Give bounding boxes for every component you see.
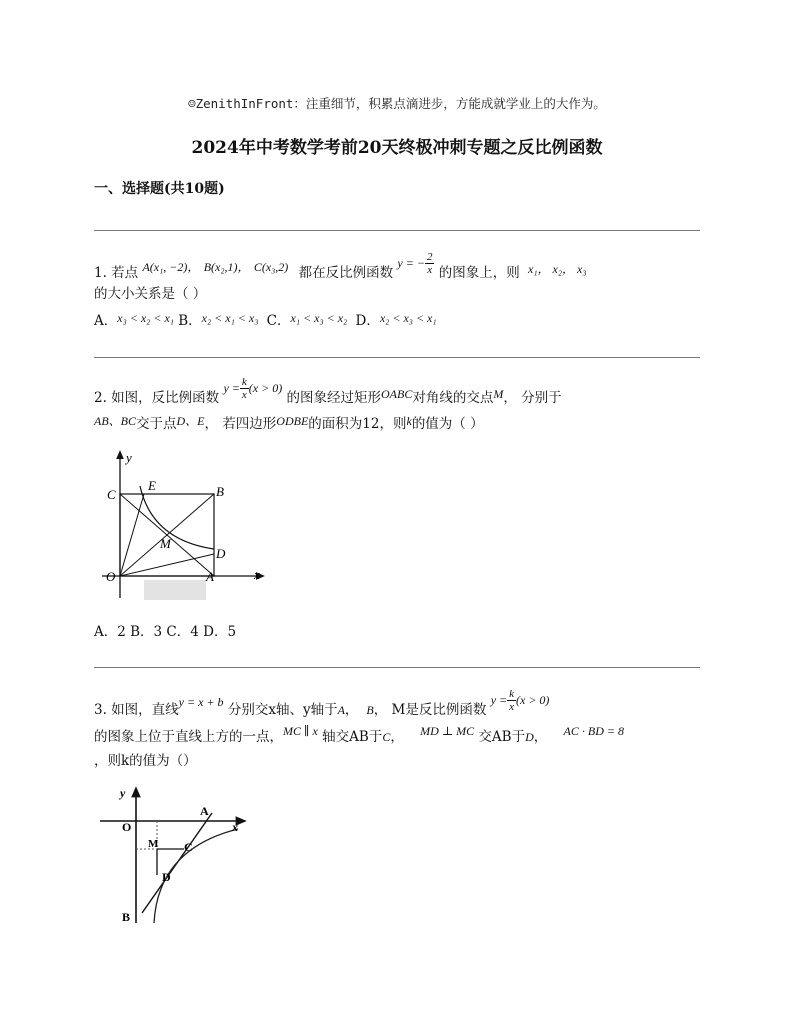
function-formula [397, 251, 434, 276]
question-2-options: A．2 B．3 C．4 D．5 [94, 624, 237, 640]
points-de: D、E [176, 414, 205, 428]
divider [94, 357, 700, 358]
formula-denominator: x [509, 701, 515, 713]
label-y: y [120, 786, 126, 800]
formula-lhs: y = [490, 693, 508, 707]
label-c: C [184, 840, 193, 854]
stem-text: 分别交x轴、y轴于 [227, 702, 338, 718]
stem-text: 的值为（ ） [411, 416, 484, 432]
point-a: A(x₁, −2)， [142, 260, 200, 274]
option-c: x₁ < x₃ < x₂ [290, 311, 348, 325]
stem-text: 的图象上，则 [438, 265, 520, 281]
stem-text: ， 分别于 [503, 390, 562, 406]
question-3-line3: ，则k的值为（） [94, 753, 197, 769]
question-number: 2. 如图，反比例函数 [94, 390, 220, 406]
question-2-line2 [94, 412, 484, 432]
label-e: E [148, 478, 156, 493]
stem-text: ， 若四边形 [204, 416, 277, 432]
segment-od [120, 554, 214, 576]
function-formula [223, 376, 282, 401]
rect-name: OABC [381, 387, 413, 401]
figure-q3 [96, 783, 256, 925]
label-m: M [160, 536, 171, 551]
formula-denominator: x [241, 389, 247, 401]
section-heading: 一、选择题(共10题) [94, 181, 225, 197]
label-y: y [126, 450, 132, 465]
stem-text: ， M是反比例函数 [373, 702, 487, 718]
stem-text: 的图象上位于直线上方的一点， [94, 729, 283, 745]
stem-text: 轴交AB于 [322, 729, 383, 745]
label-a: A [200, 804, 209, 818]
point-c: C(x₃,2) [253, 260, 289, 274]
segment-oe [120, 494, 144, 576]
point-m: M [493, 387, 504, 401]
formula-numerator: k [509, 688, 515, 700]
label-m: M [148, 838, 159, 850]
question-1-options [94, 309, 437, 329]
line-equation: y = x + b [178, 695, 224, 709]
stem-text: 交AB于 [478, 729, 526, 745]
point-d: D [525, 730, 534, 744]
formula-condition: (x > 0) [516, 693, 550, 707]
quad-name: ODBE [276, 414, 309, 428]
stem-text: ， [344, 702, 359, 718]
label-d: D [162, 870, 171, 884]
stem-text: 的面积为12，则 [308, 416, 407, 432]
question-number: 3. 如图，直线 [94, 702, 179, 718]
figure-q2 [96, 448, 276, 608]
stem-text: ， [390, 729, 404, 745]
option-a: x₃ < x₂ < x₁ [117, 311, 174, 325]
label-c: C [107, 487, 116, 502]
question-3-stem [94, 688, 550, 723]
formula-lhs: y = − [397, 256, 425, 270]
question-1-line2: 的大小关系是（ ） [94, 286, 207, 302]
var-k: k [406, 414, 412, 428]
motto-line: ☺ZenithInFront：注重细节，积累点滴进步，方能成就学业上的大作为。 [188, 96, 606, 111]
formula-numerator: k [241, 376, 247, 388]
stem-text: 对角线的交点 [412, 390, 494, 406]
divider [94, 667, 700, 668]
stem-text: 交于点 [136, 416, 177, 432]
point-a: A [337, 703, 345, 717]
stem-text: 都在反比例函数 [298, 265, 394, 281]
label-o: O [106, 569, 116, 584]
formula-lhs: y = [223, 381, 240, 395]
option-b-label: B． [178, 313, 202, 329]
parallel-condition: MC ∥ x [283, 724, 318, 738]
point-b: B [366, 703, 374, 717]
question-number: 1. 若点 [94, 265, 139, 281]
point-c: C [382, 730, 391, 744]
stem-text: ， [533, 729, 548, 745]
option-d: x₂ < x₃ < x₁ [379, 311, 437, 325]
option-a-label: A． [94, 313, 118, 329]
label-d: D [216, 546, 226, 561]
option-c-label: C． [266, 313, 291, 329]
page-title: 2024年中考数学考前20天终极冲刺专题之反比例函数 [191, 138, 603, 158]
question-3-line2 [94, 725, 624, 745]
formula-condition: (x > 0) [248, 381, 283, 395]
label-b: B [122, 910, 131, 924]
product-condition: AC · BD = 8 [563, 724, 624, 738]
point-b: B(x₂,1)， [203, 260, 250, 274]
option-b: x₂ < x₁ < x₃ [201, 311, 259, 325]
stem-text: 的图象经过矩形 [286, 390, 382, 406]
watermark-blur [144, 580, 206, 600]
divider [94, 230, 700, 231]
label-x: x [232, 820, 238, 834]
sides: AB、BC [94, 414, 136, 428]
label-b: B [216, 484, 224, 499]
formula-numerator: 2 [426, 251, 433, 263]
label-o: O [122, 820, 132, 834]
label-x: x [254, 567, 260, 582]
hyperbola-curve [140, 486, 214, 549]
option-d-label: D． [355, 313, 380, 329]
variables: x₁， x₂， x₃ [528, 262, 587, 276]
label-a: A [206, 569, 214, 584]
function-formula [491, 688, 550, 713]
question-2-stem [94, 376, 562, 411]
perp-condition: MD ⊥ MC [420, 724, 475, 738]
formula-denominator: x [427, 264, 433, 276]
